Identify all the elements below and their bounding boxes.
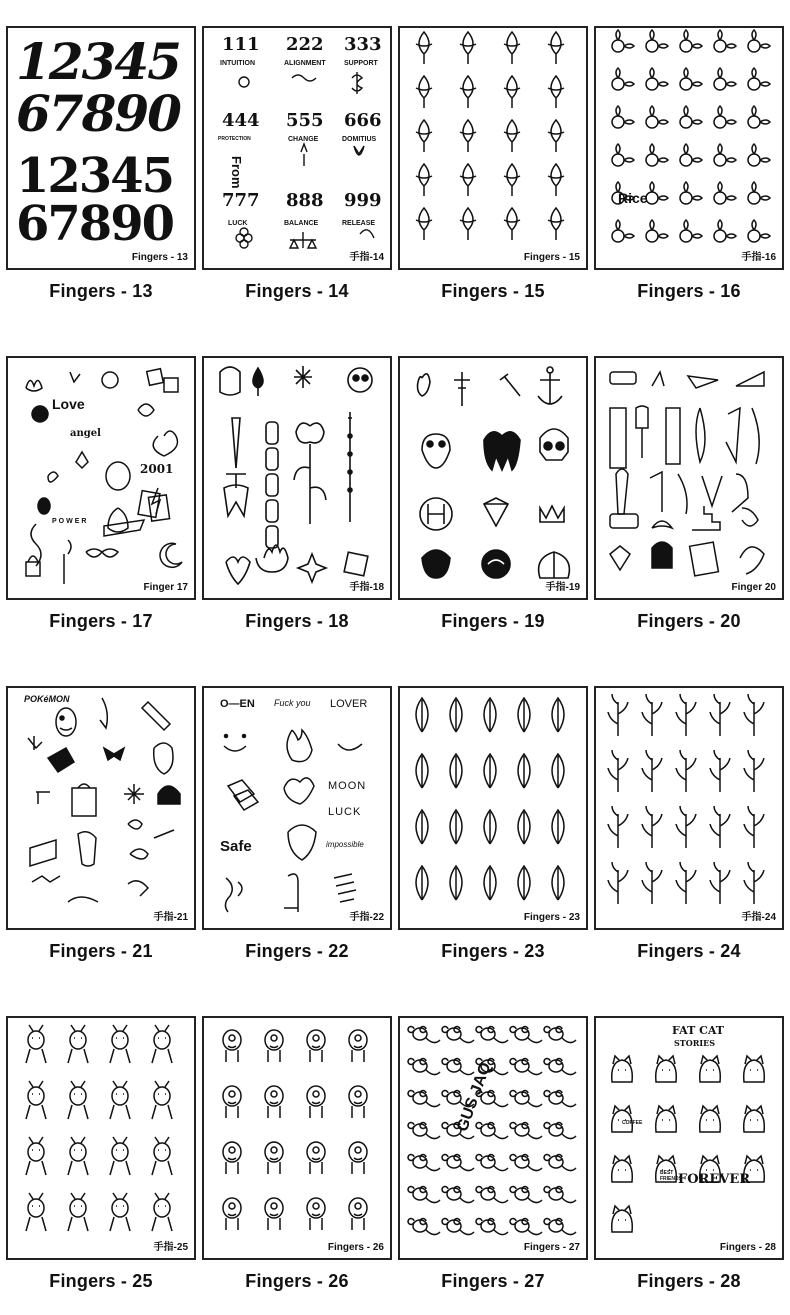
doodle-icon — [460, 208, 476, 240]
doodle-icon — [416, 32, 432, 64]
doodle-icon — [416, 754, 428, 788]
doodle-icon — [544, 1155, 576, 1171]
doodle-icon — [646, 30, 668, 52]
doodle-icon — [642, 806, 662, 848]
card-image — [6, 686, 196, 930]
doodle-icon — [676, 694, 696, 736]
doodle-icon — [700, 1056, 721, 1082]
card-image — [202, 1016, 392, 1260]
card-label: 手指-16 — [741, 252, 776, 263]
doodle-icon — [510, 1091, 542, 1107]
doodle-icon — [416, 120, 432, 152]
doodle-icon — [68, 1193, 88, 1231]
doodle-icon — [544, 1123, 576, 1139]
angel-word: SUPPORT — [344, 60, 378, 67]
doodle-icon — [223, 1030, 241, 1062]
doodle-icon — [504, 76, 520, 108]
card-label: 手指-25 — [153, 1242, 188, 1253]
doodle-icon — [744, 694, 764, 736]
doodle-icon — [744, 1106, 765, 1132]
doodle-icon — [548, 32, 564, 64]
doodle-icon — [714, 220, 736, 242]
doodle-icon — [612, 1056, 633, 1082]
doodle-icon — [608, 750, 628, 792]
doodle-icon — [510, 1027, 542, 1043]
pop-icons — [596, 358, 782, 598]
cute-monster-icons — [204, 1018, 390, 1258]
card-word: Rice — [618, 190, 648, 206]
doodle-icon — [518, 754, 530, 788]
doodle-icon — [510, 1155, 542, 1171]
doodle-icon — [748, 106, 770, 128]
doodle-icon — [450, 866, 462, 900]
doodle-icon — [612, 1206, 633, 1232]
card-label: 手指-19 — [545, 582, 580, 593]
card-caption: Fingers - 18 — [245, 611, 349, 631]
doodle-icon — [349, 1086, 367, 1118]
angel-number: 999 — [344, 190, 382, 211]
card-caption: Fingers - 19 — [441, 611, 545, 631]
doodle-icon — [680, 144, 702, 166]
word-doodle-icons — [204, 688, 390, 928]
doodle-icon — [416, 76, 432, 108]
doodle-icon — [110, 1081, 130, 1119]
doodle-icon — [548, 120, 564, 152]
doodle-icon — [612, 1106, 633, 1132]
doodle-icon — [307, 1142, 325, 1174]
doodle-icon — [544, 1027, 576, 1043]
cartoon-mouse-icons — [400, 1018, 586, 1258]
doodle-icon — [476, 1219, 508, 1235]
doodle-icon — [68, 1081, 88, 1119]
card-image — [398, 1016, 588, 1260]
doodle-icon — [510, 1187, 542, 1203]
doodle-icon — [646, 220, 668, 242]
word-impossible: impossible — [326, 840, 364, 849]
digits-row-3: 12345 — [16, 148, 173, 204]
word-moon: MOON — [328, 780, 367, 792]
doodle-icon — [476, 1123, 508, 1139]
card-image — [398, 26, 588, 270]
card-label: Fingers - 13 — [131, 252, 188, 263]
card-label: Finger 20 — [731, 582, 776, 593]
doodle-icon — [744, 1056, 765, 1082]
doodle-icon — [476, 1187, 508, 1203]
angel-number: 666 — [344, 110, 382, 131]
doodle-icon — [442, 1059, 474, 1075]
doodle-icon — [265, 1086, 283, 1118]
doodle-icon — [68, 1137, 88, 1175]
angel-word: DOMITIUS — [342, 136, 377, 143]
doodle-icon — [223, 1142, 241, 1174]
doodle-icon — [442, 1219, 474, 1235]
doodle-icon — [518, 698, 530, 732]
card-image — [594, 1016, 784, 1260]
branch-icons — [596, 688, 782, 928]
doodle-icon — [110, 1025, 130, 1063]
doodle-icon — [676, 862, 696, 904]
doodle-icon — [680, 68, 702, 90]
word-fatcat: FAT CAT — [672, 1024, 724, 1037]
angel-number: 777 — [222, 190, 260, 211]
angel-number: 444 — [222, 110, 260, 131]
card-caption: Fingers - 15 — [441, 281, 545, 301]
doodle-icon — [612, 68, 634, 90]
word-power: POWER — [52, 518, 89, 525]
doodle-icon — [484, 866, 496, 900]
doodle-icon — [460, 120, 476, 152]
doodle-icon — [408, 1219, 440, 1235]
angel-word: CHANGE — [288, 136, 319, 143]
doodle-icon — [510, 1219, 542, 1235]
word-forever: FOREVER — [678, 1172, 751, 1187]
doodle-icon — [152, 1193, 172, 1231]
card-label: 手指-18 — [349, 582, 384, 593]
doodle-icon — [642, 750, 662, 792]
word-year: 2001 — [140, 462, 174, 476]
card-image — [202, 356, 392, 600]
doodle-icon — [504, 32, 520, 64]
doodle-icon — [349, 1030, 367, 1062]
doodle-icon — [646, 144, 668, 166]
angel-number: 888 — [286, 190, 324, 211]
doodle-icon — [476, 1155, 508, 1171]
angel-word: LUCK — [228, 220, 248, 227]
doodle-icon — [552, 810, 564, 844]
doodle-icon — [710, 750, 730, 792]
doodle-icon — [26, 1193, 46, 1231]
doodle-icon — [349, 1198, 367, 1230]
digits-row-4: 67890 — [16, 196, 173, 252]
doodle-icon — [646, 106, 668, 128]
doodle-icon — [450, 810, 462, 844]
doodle-icon — [265, 1198, 283, 1230]
card-word: GUS JAQ — [454, 1060, 495, 1134]
doodle-icon — [748, 220, 770, 242]
card-caption: Fingers - 13 — [49, 281, 153, 301]
pokemon-doodle-icons — [8, 688, 194, 928]
doodle-icon — [152, 1081, 172, 1119]
doodle-icon — [442, 1027, 474, 1043]
doodle-icon — [544, 1059, 576, 1075]
doodle-icon — [714, 30, 736, 52]
card-caption: Fingers - 16 — [637, 281, 741, 301]
doodle-icon — [460, 32, 476, 64]
card-caption: Fingers - 27 — [441, 1271, 545, 1291]
doodle-icon — [110, 1193, 130, 1231]
doodle-icon — [552, 698, 564, 732]
card-label: 手指-14 — [349, 252, 384, 263]
doodle-icon — [484, 754, 496, 788]
doodle-icon — [676, 806, 696, 848]
doodle-icon — [460, 76, 476, 108]
doodle-icon — [307, 1030, 325, 1062]
word-love: Love — [52, 396, 85, 412]
word-stories: STORIES — [674, 1038, 715, 1048]
word-best: BEST FRIENDS — [660, 1170, 682, 1182]
doodle-icon — [510, 1123, 542, 1139]
doodle-icon — [518, 866, 530, 900]
doodle-icon — [700, 1156, 721, 1182]
doodle-icon — [152, 1025, 172, 1063]
angel-number-icons — [204, 28, 390, 268]
doodle-icon — [307, 1086, 325, 1118]
doodle-icon — [408, 1027, 440, 1043]
dark-symbol-icons — [204, 358, 390, 598]
card-caption: Fingers - 26 — [245, 1271, 349, 1291]
doodle-icon — [748, 30, 770, 52]
doodle-icon — [608, 806, 628, 848]
card-image — [6, 356, 196, 600]
doodle-icon — [548, 208, 564, 240]
doodle-icon — [68, 1025, 88, 1063]
card-image — [6, 26, 196, 270]
anchor-skull-icons — [400, 358, 586, 598]
doodle-icon — [744, 750, 764, 792]
doodle-icon — [416, 866, 428, 900]
doodle-icon — [504, 120, 520, 152]
doodle-icon — [152, 1137, 172, 1175]
doodle-icon — [518, 810, 530, 844]
card-label: Fingers - 27 — [523, 1242, 580, 1253]
doodle-icon — [442, 1187, 474, 1203]
doodle-icon — [714, 182, 736, 204]
card-label: 手指-22 — [349, 912, 384, 923]
doodle-icon — [544, 1091, 576, 1107]
doodle-icon — [744, 862, 764, 904]
doodle-icon — [680, 106, 702, 128]
word-luck: LUCK — [328, 806, 362, 818]
doodle-icon — [612, 106, 634, 128]
doodle-icon — [710, 694, 730, 736]
side-word: From — [229, 156, 244, 189]
doodle-icon — [504, 208, 520, 240]
digits-row-1: 12345 — [16, 32, 180, 91]
word-safe: Safe — [220, 838, 252, 855]
doodle-icon — [265, 1030, 283, 1062]
doodle-icon — [744, 1156, 765, 1182]
angel-word: PROTECTION — [218, 136, 251, 142]
doodle-icon — [26, 1081, 46, 1119]
doodle-icon — [416, 810, 428, 844]
card-caption: Fingers - 20 — [637, 611, 741, 631]
angel-number: 555 — [286, 110, 324, 131]
angel-number: 111 — [222, 34, 260, 55]
doodle-icon — [714, 106, 736, 128]
digits-row-2: 67890 — [16, 84, 180, 143]
card-label: 手指-24 — [741, 912, 776, 923]
doodle-icon — [646, 68, 668, 90]
card-label: 手指-21 — [153, 912, 188, 923]
angel-number: 333 — [344, 34, 382, 55]
card-caption: Fingers - 25 — [49, 1271, 153, 1291]
card-caption: Fingers - 21 — [49, 941, 153, 961]
doodle-icon — [26, 1025, 46, 1063]
card-caption: Fingers - 23 — [441, 941, 545, 961]
doodle-icon — [744, 806, 764, 848]
doodle-icon — [676, 750, 696, 792]
card-caption: Fingers - 28 — [637, 1271, 741, 1291]
monster-icons — [8, 1018, 194, 1258]
word-fuck: Fuck you — [274, 698, 311, 708]
doodle-icon — [26, 1137, 46, 1175]
doodle-icon — [710, 806, 730, 848]
doodle-icon — [680, 220, 702, 242]
card-image — [398, 356, 588, 600]
doodle-icon — [548, 164, 564, 196]
doodle-icon — [307, 1198, 325, 1230]
doodle-icon — [642, 694, 662, 736]
doodle-icon — [710, 862, 730, 904]
word-open: O—EN — [220, 698, 255, 710]
word-coffee: COFFEE — [622, 1120, 643, 1126]
doodle-icon — [484, 698, 496, 732]
card-label: Fingers - 28 — [719, 1242, 776, 1253]
card-image — [594, 686, 784, 930]
doodle-icon — [748, 182, 770, 204]
doodle-icon — [416, 698, 428, 732]
doodle-icon — [552, 754, 564, 788]
doodle-icon — [714, 144, 736, 166]
doodle-icon — [552, 866, 564, 900]
doodle-icon — [656, 1056, 677, 1082]
doodle-icon — [408, 1155, 440, 1171]
doodle-icon — [349, 1142, 367, 1174]
doodle-icon — [544, 1187, 576, 1203]
angel-number: 222 — [286, 34, 324, 55]
card-image — [6, 1016, 196, 1260]
doodle-icon — [265, 1142, 283, 1174]
card-label: Fingers - 15 — [523, 252, 580, 263]
doodle-icon — [748, 144, 770, 166]
card-image — [594, 26, 784, 270]
doodle-icon — [642, 862, 662, 904]
doodle-icon — [223, 1086, 241, 1118]
love-doodle-icons — [8, 358, 194, 598]
card-image — [594, 356, 784, 600]
doodle-icon — [548, 76, 564, 108]
doodle-icon — [656, 1106, 677, 1132]
doodle-icon — [476, 1027, 508, 1043]
doodle-icon — [714, 68, 736, 90]
word-angel: angel — [70, 428, 101, 439]
doodle-icon — [460, 164, 476, 196]
angel-word: RELEASE — [342, 220, 376, 227]
card-label: Fingers - 23 — [523, 912, 580, 923]
flower-icons — [596, 28, 782, 268]
doodle-icon — [416, 164, 432, 196]
doodle-icon — [450, 698, 462, 732]
doodle-icon — [450, 754, 462, 788]
doodle-icon — [680, 30, 702, 52]
card-caption: Fingers - 14 — [245, 281, 349, 301]
card-label: Fingers - 26 — [327, 1242, 384, 1253]
card-caption: Fingers - 17 — [49, 611, 153, 631]
doodle-icon — [612, 1156, 633, 1182]
doodle-icon — [442, 1155, 474, 1171]
doodle-icon — [544, 1219, 576, 1235]
word-lover: LOVER — [330, 698, 368, 710]
doodle-icon — [484, 810, 496, 844]
angel-word: BALANCE — [284, 220, 319, 227]
doodle-icon — [504, 164, 520, 196]
doodle-icon — [612, 144, 634, 166]
doodle-icon — [608, 694, 628, 736]
card-caption: Fingers - 22 — [245, 941, 349, 961]
doodle-icon — [408, 1059, 440, 1075]
angel-word: INTUITION — [220, 60, 255, 67]
angel-word: ALIGNMENT — [284, 60, 326, 67]
doodle-icon — [408, 1123, 440, 1139]
doodle-icon — [416, 208, 432, 240]
doodle-icon — [408, 1187, 440, 1203]
card-image — [398, 686, 588, 930]
doodle-icon — [408, 1091, 440, 1107]
doodle-icon — [646, 182, 668, 204]
card-caption: Fingers - 24 — [637, 941, 741, 961]
card-word: POKéMON — [24, 694, 70, 704]
ornament-icons — [400, 28, 586, 268]
doodle-icon — [510, 1059, 542, 1075]
fat-cat-icons — [596, 1018, 782, 1258]
doodle-icon — [110, 1137, 130, 1175]
doodle-icon — [612, 30, 634, 52]
doodle-icon — [656, 1156, 677, 1182]
doodle-icon — [612, 220, 634, 242]
card-image — [202, 686, 392, 930]
leaf-icons — [400, 688, 586, 928]
doodle-icon — [608, 862, 628, 904]
card-label: Finger 17 — [143, 582, 188, 593]
doodle-icon — [223, 1198, 241, 1230]
card-image — [202, 26, 392, 270]
doodle-icon — [748, 68, 770, 90]
doodle-icon — [680, 182, 702, 204]
doodle-icon — [700, 1106, 721, 1132]
